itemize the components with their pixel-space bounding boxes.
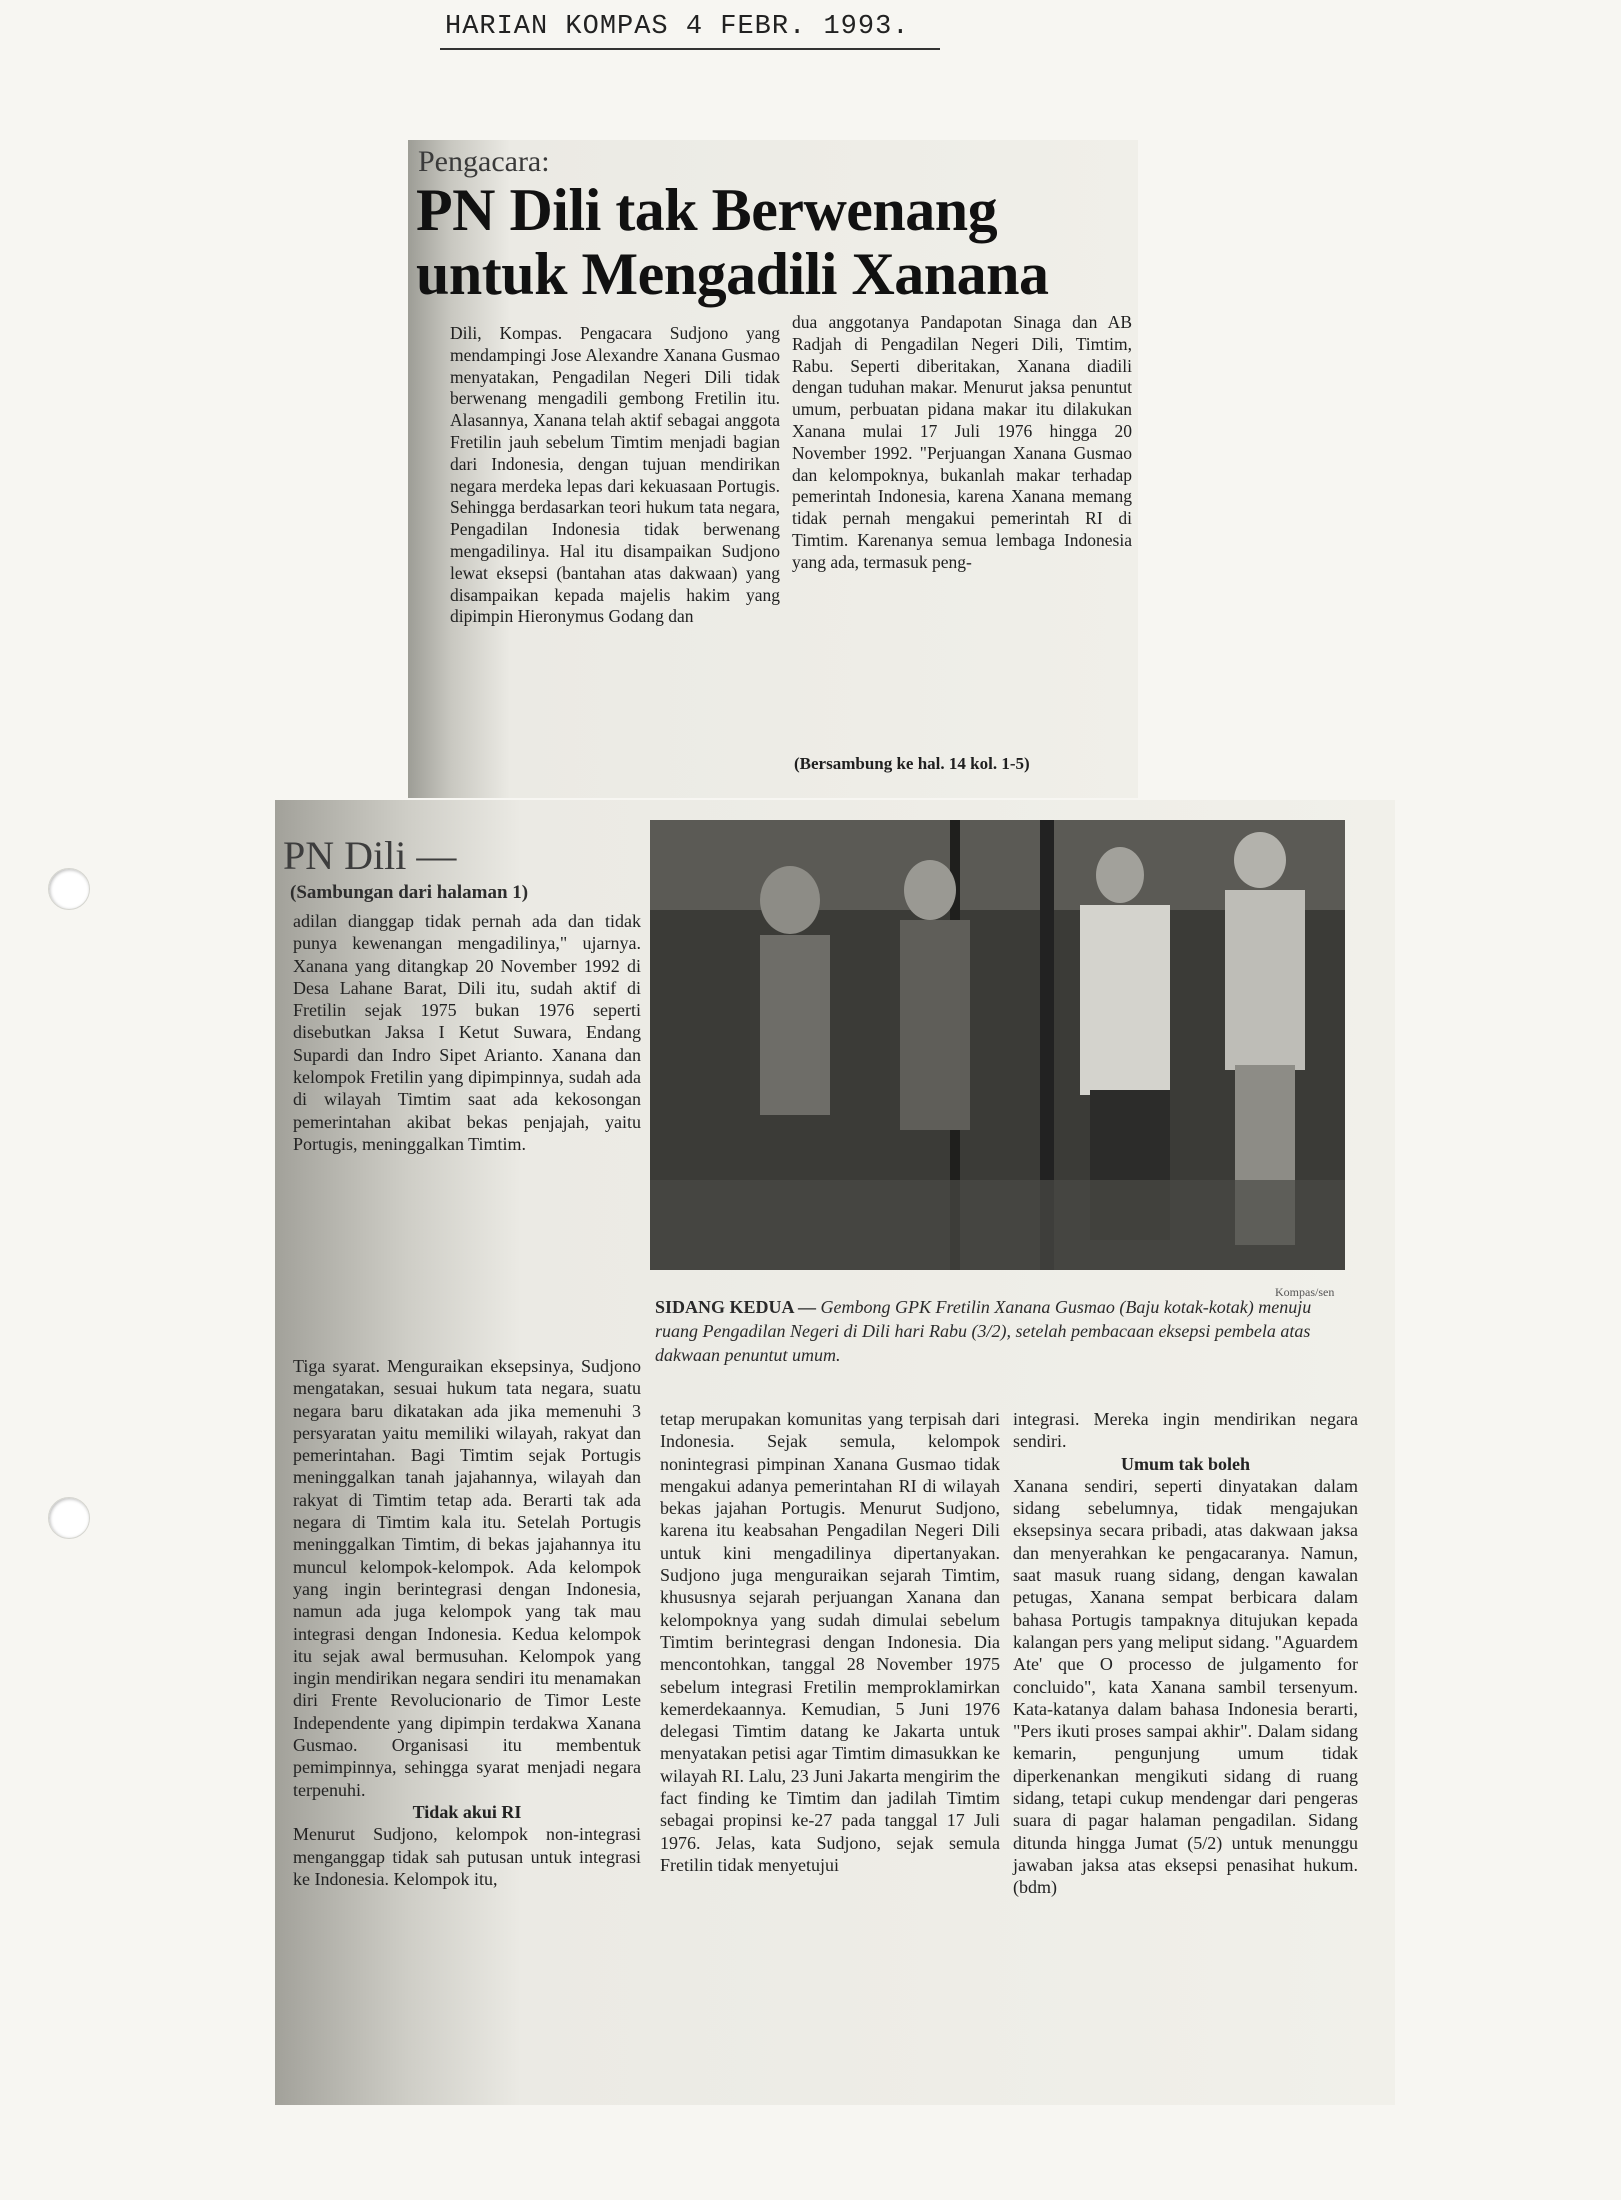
- punch-hole: [48, 1497, 90, 1539]
- continuation-title: PN Dili —: [283, 833, 457, 878]
- continued-from-note: (Sambungan dari halaman 1): [290, 882, 529, 903]
- news-photo: [650, 820, 1345, 1270]
- caption-lead: SIDANG KEDUA —: [655, 1297, 817, 1317]
- continuation-column-1a: adilan dianggap tidak pernah ada dan tidak punya kewenangan mengadilinya," ujarnya. Xanana yang ditangkap 20 November 1992 di Desa Lahane Barat, Dili itu, sudah aktif di Fretilin sejak 1975 bukan 1976 seperti disebutkan Jaksa I Ketut Suwara, Endang Supardi dan Indro Sipet Arianto. Xanana dan kelompok Fretilin yang dipimpinnya, sudah ada di wilayah Timtim saat ada kekosongan pemerintahan akibat bekas penjajah, yaitu Portugis, meninggalkan Timtim.: [293, 911, 641, 1154]
- headline: PN Dili tak Berwenang untuk Mengadili Xanana: [416, 177, 1049, 307]
- header-underline: [440, 48, 940, 50]
- article-column-2: dua anggotanya Pandapotan Sinaga dan AB Radjah di Pengadilan Negeri Dili, Timtim, Rabu. Seperti diberitakan, Xanana diadili dengan tuduhan makar. Menurut jaksa penuntut umum, perbuatan pidana makar itu dilakukan Xanana mulai 17 Juli 1976 hingga 20 November 1992. "Perjuangan Xanana Gusmao dan kelompoknya, bukanlah makar terhadap pemerintah Indonesia, karena Xanana memang tidak pernah mengakui pemerintah RI di Timtim. Karenanya semua lembaga Indonesia yang ada, termasuk peng-: [792, 312, 1132, 572]
- continuation-column-2: tetap merupakan komunitas yang terpisah dari Indonesia. Sejak semula, kelompok nonintegrasi pimpinan Xanana Gusmao tidak mengakui adanya pemerintahan RI di wilayah bekas jajahan Portugis. Menurut Sudjono, karena itu keabsahan Pengadilan Negeri Dili untuk kini mengadilinya dipertanyakan. Sudjono juga menguraikan sejarah Timtim, khususnya sejarah perjuangan Xanana dan kelompoknya yang sudah dimulai sebelum Timtim berintegrasi dengan Indonesia. Dia mencontohkan, tanggal 28 November 1975 sebelum integrasi Fretilin memproklamirkan kemerdekaannya. Kemudian, 5 Juni 1976 delegasi Timtim datang ke Jakarta untuk menyatakan petisi agar Timtim dimasukkan ke wilayah RI. Lalu, 23 Juni Jakarta mengirim the fact finding ke Timtim dan jadilah Timtim sebagai propinsi ke-27 pada tanggal 17 Juli 1976. Jelas, kata Sudjono, sejak semula Fretilin tidak menyetujui: [660, 1409, 1000, 1875]
- article-column-1: Dili, Kompas. Pengacara Sudjono yang mendampingi Jose Alexandre Xanana Gusmao menyatakan, Pengadilan Negeri Dili tidak berwenang mengadili gembong Fretilin itu. Alasannya, Xanana telah aktif sebagai anggota Fretilin jauh sebelum Timtim menjadi bagian dari Indonesia, dengan tujuan mendirikan negara merdeka lepas dari kekuasaan Portugis. Sehingga berdasarkan teori hukum tata negara, Pengadilan Indonesia tidak berwenang mengadilinya. Hal itu disampaikan Sudjono lewat eksepsi (bantahan atas dakwaan) yang disampaikan kepada majelis hakim yang dipimpin Hieronymus Godang dan: [450, 323, 780, 627]
- column-3-body: Xanana sendiri, seperti dinyatakan dalam sidang sebelumnya, tidak mengajukan eksepsinya secara pribadi, atas dakwaan jaksa dan menyerahkan ke pengacaranya. Namun, saat masuk ruang sidang, dengan kawalan petugas, Xanana sempat berbicara dalam bahasa Portugis tampaknya ditujukan kepada kalangan pers yang meliput sidang. "Aguardem Ate' que O processo de julgamento for concluido", kata Xanana sambil tersenyum. Kata-katanya dalam bahasa Indonesia berarti, "Pers ikuti proses sampai akhir". Dalam sidang kemarin, pengunjung umum tidak diperkenankan mengikuti sidang di ruang sidang, tetapi cukup mendengar dari pengeras suara di pagar halaman pengadilan. Sidang ditunda hingga Jumat (5/2) untuk menunggu jawaban jaksa atas eksepsi penasihat hukum. (bdm): [1013, 1475, 1358, 1898]
- column-1-body: Tiga syarat. Menguraikan eksepsinya, Sudjono mengatakan, sesuai hukum tata negara, suatu negara baru dikatakan ada jika memenuhi 3 persyaratan yaitu memiliki wilayah, rakyat dan pemerintahan. Bagi Timtim sejak Portugis meninggalkan tanah jajahannya, wilayah dan rakyat di Timtim tetap ada. Berarti tak ada negara di Timtim kala itu. Setelah Portugis meninggalkan Timtim, di bekas jajahannya itu muncul kelompok-kelompok. Ada kelompok yang ingin berintegrasi dengan Indonesia, namun ada juga kelompok yang tak mau integrasi dengan Indonesia. Kedua kelompok itu sejak awal bermusuhan. Kelompok yang ingin mendirikan negara sendiri itu menamakan diri Frente Revolucionario de Timor Leste Independente yang dipimpin terdakwa Xanana Gusmao. Organisasi itu membentuk pemimpinnya, sehingga syarat menjadi negara terpenuhi.: [293, 1356, 641, 1800]
- continuation-column-1b: [293, 1355, 641, 1890]
- caption-body: Gembong GPK Fretilin Xanana Gusmao (Baju kotak-kotak) menuju ruang Pengadilan Negeri di Dili hari Rabu (3/2), setelah pembacaan eksepsi pembela atas dakwaan penuntut umum.: [655, 1297, 1312, 1365]
- clipping-date-header: HARIAN KOMPAS 4 FEBR. 1993.: [445, 12, 910, 42]
- kicker: Pengacara:: [418, 145, 550, 178]
- photo-scene: [650, 820, 1345, 1270]
- continued-note: (Bersambung ke hal. 14 kol. 1-5): [794, 754, 1030, 773]
- photo-caption: [655, 1295, 1355, 1367]
- continuation-clipping: [275, 800, 1395, 2105]
- headline-clipping: [408, 140, 1138, 798]
- punch-hole: [48, 868, 90, 910]
- continuation-column-3: [1013, 1408, 1358, 1899]
- photo-credit: Kompas/sen: [1275, 1285, 1335, 1299]
- subheading-umum-tak-boleh: Umum tak boleh: [1120, 1453, 1250, 1474]
- column-3-head: integrasi. Mereka ingin mendirikan negara sendiri.: [1013, 1409, 1358, 1452]
- column-1-tail: Menurut Sudjono, kelompok non-integrasi menganggap tidak sah putusan untuk integrasi ke Indonesia. Kelompok itu,: [293, 1824, 641, 1889]
- subheading-tidak-akui: Tidak akui RI: [412, 1801, 522, 1822]
